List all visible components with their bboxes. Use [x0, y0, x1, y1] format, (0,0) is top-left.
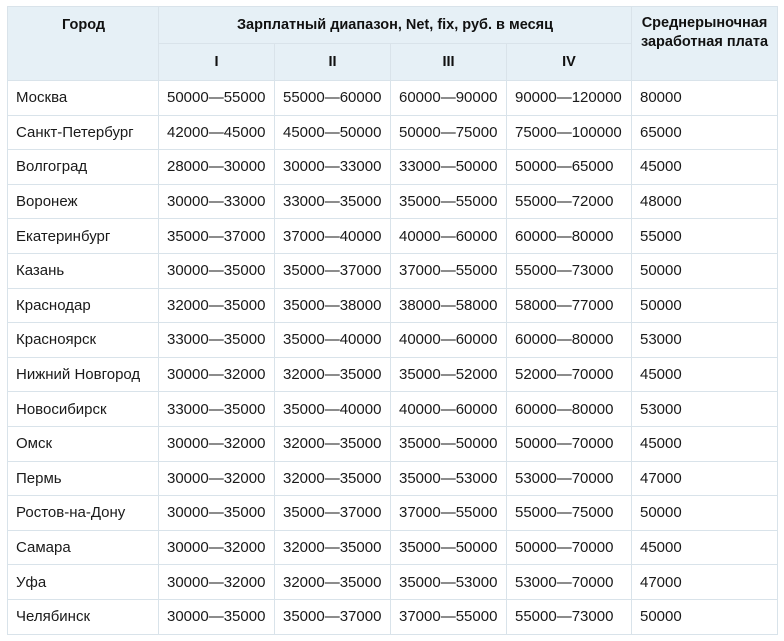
cell-average: 50000: [632, 496, 778, 531]
cell-city: Екатеринбург: [8, 219, 159, 254]
cell-city: Краснодар: [8, 288, 159, 323]
cell-level-4: 52000—70000: [507, 357, 632, 392]
cell-average: 55000: [632, 219, 778, 254]
cell-city: Воронеж: [8, 184, 159, 219]
cell-average: 53000: [632, 392, 778, 427]
cell-level-2: 35000—37000: [275, 496, 391, 531]
cell-level-1: 30000—35000: [159, 253, 275, 288]
cell-level-3: 35000—50000: [391, 426, 507, 461]
cell-average: 47000: [632, 565, 778, 600]
cell-level-4: 90000—120000: [507, 81, 632, 116]
table-row: [8, 219, 778, 254]
cell-average: 50000: [632, 599, 778, 634]
cell-level-1: 30000—33000: [159, 184, 275, 219]
table-row: [8, 253, 778, 288]
cell-level-3: 38000—58000: [391, 288, 507, 323]
header-average: Среднерыночная заработная плата: [632, 7, 778, 81]
cell-level-3: 50000—75000: [391, 115, 507, 150]
cell-level-3: 35000—55000: [391, 184, 507, 219]
cell-level-3: 40000—60000: [391, 323, 507, 358]
cell-city: Волгоград: [8, 150, 159, 185]
cell-average: 45000: [632, 357, 778, 392]
cell-level-4: 75000—100000: [507, 115, 632, 150]
table-row: [8, 530, 778, 565]
header-level-2: II: [275, 44, 391, 81]
cell-level-3: 37000—55000: [391, 496, 507, 531]
cell-city: Москва: [8, 81, 159, 116]
cell-city: Челябинск: [8, 599, 159, 634]
cell-level-1: 33000—35000: [159, 323, 275, 358]
cell-level-3: 33000—50000: [391, 150, 507, 185]
cell-level-4: 58000—77000: [507, 288, 632, 323]
cell-level-4: 55000—73000: [507, 253, 632, 288]
cell-average: 53000: [632, 323, 778, 358]
cell-city: Омск: [8, 426, 159, 461]
cell-level-2: 37000—40000: [275, 219, 391, 254]
cell-average: 45000: [632, 426, 778, 461]
cell-level-2: 32000—35000: [275, 565, 391, 600]
cell-level-3: 37000—55000: [391, 253, 507, 288]
salary-table: [7, 6, 778, 635]
cell-level-1: 33000—35000: [159, 392, 275, 427]
cell-level-3: 40000—60000: [391, 392, 507, 427]
cell-level-4: 53000—70000: [507, 565, 632, 600]
cell-city: Пермь: [8, 461, 159, 496]
header-city: Город: [8, 7, 159, 81]
cell-level-1: 30000—32000: [159, 461, 275, 496]
cell-level-2: 35000—38000: [275, 288, 391, 323]
cell-city: Уфа: [8, 565, 159, 600]
cell-level-1: 30000—32000: [159, 530, 275, 565]
cell-city: Санкт-Петербург: [8, 115, 159, 150]
header-level-1: I: [159, 44, 275, 81]
cell-city: Новосибирск: [8, 392, 159, 427]
cell-level-1: 42000—45000: [159, 115, 275, 150]
cell-level-3: 35000—53000: [391, 461, 507, 496]
table-row: [8, 150, 778, 185]
table-row: [8, 496, 778, 531]
table-body: [8, 81, 778, 635]
cell-level-4: 50000—70000: [507, 426, 632, 461]
cell-average: 45000: [632, 530, 778, 565]
cell-level-4: 60000—80000: [507, 392, 632, 427]
table-row: [8, 323, 778, 358]
cell-level-3: 60000—90000: [391, 81, 507, 116]
cell-level-4: 60000—80000: [507, 219, 632, 254]
table-row: [8, 184, 778, 219]
cell-level-2: 45000—50000: [275, 115, 391, 150]
cell-level-2: 33000—35000: [275, 184, 391, 219]
cell-level-2: 35000—37000: [275, 253, 391, 288]
table-row: [8, 81, 778, 116]
cell-level-2: 30000—33000: [275, 150, 391, 185]
cell-level-1: 35000—37000: [159, 219, 275, 254]
cell-level-4: 55000—73000: [507, 599, 632, 634]
cell-level-2: 32000—35000: [275, 461, 391, 496]
cell-level-2: 35000—40000: [275, 323, 391, 358]
table-row: [8, 288, 778, 323]
cell-average: 47000: [632, 461, 778, 496]
cell-city: Красноярск: [8, 323, 159, 358]
cell-average: 45000: [632, 150, 778, 185]
header-level-3: III: [391, 44, 507, 81]
cell-level-3: 35000—53000: [391, 565, 507, 600]
cell-city: Ростов-на-Дону: [8, 496, 159, 531]
cell-level-1: 30000—32000: [159, 426, 275, 461]
cell-level-3: 35000—50000: [391, 530, 507, 565]
cell-level-1: 28000—30000: [159, 150, 275, 185]
cell-level-4: 50000—70000: [507, 530, 632, 565]
table-row: [8, 115, 778, 150]
cell-average: 50000: [632, 288, 778, 323]
table-header: [8, 7, 778, 81]
cell-level-2: 35000—37000: [275, 599, 391, 634]
cell-level-1: 30000—32000: [159, 565, 275, 600]
cell-level-1: 30000—35000: [159, 599, 275, 634]
cell-city: Самара: [8, 530, 159, 565]
cell-level-1: 50000—55000: [159, 81, 275, 116]
cell-level-4: 55000—72000: [507, 184, 632, 219]
cell-level-4: 50000—65000: [507, 150, 632, 185]
table-row: [8, 461, 778, 496]
table-row: [8, 392, 778, 427]
cell-level-2: 32000—35000: [275, 530, 391, 565]
header-range-group: Зарплатный диапазон, Net, fix, руб. в месяц: [159, 7, 632, 44]
cell-level-4: 60000—80000: [507, 323, 632, 358]
cell-level-2: 55000—60000: [275, 81, 391, 116]
table-row: [8, 599, 778, 634]
cell-average: 48000: [632, 184, 778, 219]
cell-level-1: 30000—32000: [159, 357, 275, 392]
table-row: [8, 357, 778, 392]
header-level-4: IV: [507, 44, 632, 81]
cell-average: 65000: [632, 115, 778, 150]
cell-average: 80000: [632, 81, 778, 116]
cell-level-3: 37000—55000: [391, 599, 507, 634]
table-row: [8, 426, 778, 461]
cell-level-3: 40000—60000: [391, 219, 507, 254]
cell-city: Нижний Новгород: [8, 357, 159, 392]
table-row: [8, 565, 778, 600]
cell-average: 50000: [632, 253, 778, 288]
cell-level-1: 32000—35000: [159, 288, 275, 323]
cell-level-4: 55000—75000: [507, 496, 632, 531]
cell-level-1: 30000—35000: [159, 496, 275, 531]
cell-level-2: 32000—35000: [275, 426, 391, 461]
cell-level-2: 32000—35000: [275, 357, 391, 392]
cell-city: Казань: [8, 253, 159, 288]
cell-level-3: 35000—52000: [391, 357, 507, 392]
cell-level-2: 35000—40000: [275, 392, 391, 427]
cell-level-4: 53000—70000: [507, 461, 632, 496]
